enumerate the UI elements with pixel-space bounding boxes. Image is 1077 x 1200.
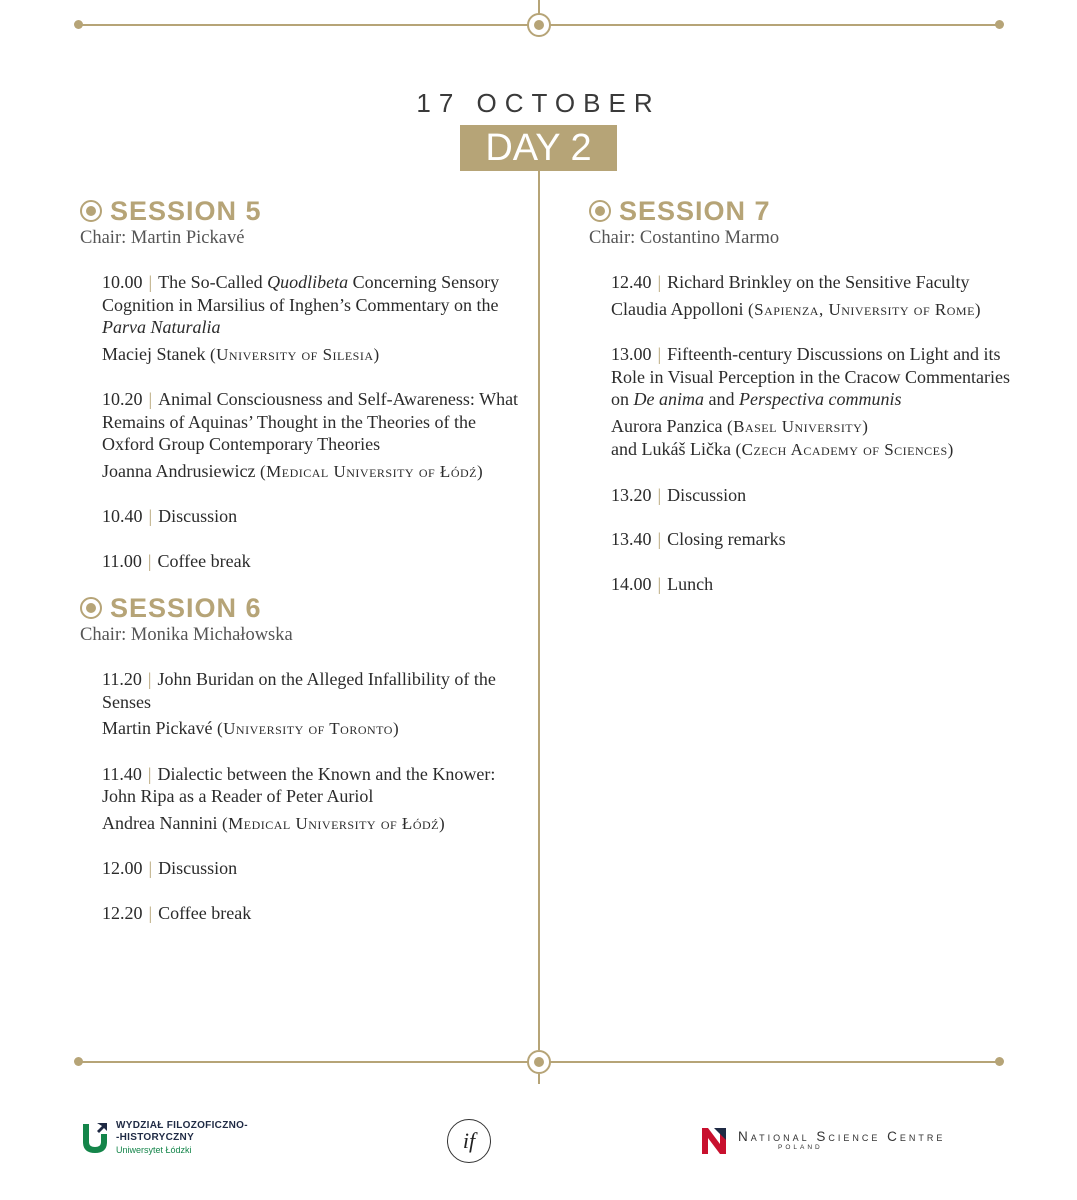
bottom-center-stem [538,1074,540,1084]
item-title: Animal Consciousness and Self-Awareness: What Remains of Aquinas’ Thought in the Theories of the Oxford Group Contemporary Theories [102,389,519,454]
item-time: 13.40 [611,529,652,549]
ul-faculty-logo [80,1120,248,1156]
item-time: 12.40 [611,272,652,292]
affiliation: (Sapienza, University of Rome) [748,299,982,319]
separator: | [657,484,662,505]
speaker: Claudia Appolloni (Sapienza, University of Rome) [611,298,982,319]
separator: | [657,272,662,292]
program-item [611,573,1029,596]
item-title: Discussion [158,506,238,526]
speaker: Joanna Andrusiewicz (Medical University of Łódź) [102,460,484,481]
item-title: Coffee break [158,902,252,923]
item-time: 12.00 [102,858,143,878]
affiliation: (Czech Academy of Sciences) [735,440,954,459]
right-column [589,195,1029,621]
top-rule-left-dot [74,20,83,29]
affiliation: (University of Toronto) [216,719,400,738]
target-icon [80,200,102,222]
session-title: SESSION 6 [110,592,262,623]
event-date: 17 OCTOBER [416,88,661,118]
speaker: Martin Pickavé (University of Toronto) [102,718,400,738]
item-title: Fifteenth-century Discussions on Light and its Role in Visual Perception in the Cracow Commentaries on De anima and Perspectiva communis [611,344,1011,409]
center-divider [538,171,540,1050]
session-chair: Chair: Martin Pickavé [80,228,245,248]
affiliation: (Medical University of Łódź) [221,813,446,833]
item-time: 12.20 [102,902,143,923]
item-time: 13.00 [611,344,652,364]
affiliation: (University of Silesia) [209,344,380,364]
item-title: John Buridan on the Alleged Infallibility of the Senses [102,669,496,712]
bottom-rule-left-dot [74,1057,83,1066]
program-item [102,857,530,880]
program-item [611,528,1029,551]
item-title: Coffee break [157,550,251,571]
item-time: 11.20 [102,669,142,689]
item-title: Closing remarks [667,529,786,549]
item-time: 11.00 [102,550,142,571]
item-time: 10.40 [102,506,143,526]
top-center-stem [538,0,540,14]
ncn-sub: POLAND [778,1144,823,1151]
session-5 [80,195,530,572]
item-title: Discussion [158,858,238,878]
item-title: The So-Called Quodlibeta Concerning Sensory Cognition in Marsilius of Inghen’s Commentary on the Parva Naturalia [102,272,500,337]
separator: | [148,389,153,409]
program-item [611,343,1029,462]
program-item [102,388,530,483]
program-item [611,271,1029,321]
program-item [102,550,530,573]
session-title: SESSION 7 [619,195,771,226]
session-6 [80,592,530,924]
ul-name-line1: WYDZIAŁ FILOZOFICZNO- [116,1120,248,1131]
item-time: 13.20 [611,484,652,505]
target-icon [589,200,611,222]
session-7 [589,195,1029,595]
speaker: Andrea Nannini (Medical University of Łódź) [102,812,446,833]
separator: | [657,344,662,364]
item-time: 14.00 [611,573,652,594]
separator: | [148,506,153,526]
footer-logos [0,1112,1077,1172]
separator: | [148,858,153,878]
item-title: Dialectic between the Known and the Knower: John Ripa as a Reader of Peter Auriol [102,763,496,806]
top-center-ornament [527,13,551,37]
top-rule-right-dot [995,20,1004,29]
left-column [80,195,530,950]
bottom-center-ornament [527,1050,551,1074]
program-item [102,668,530,741]
program-item [102,271,530,366]
affiliation: (Medical University of Łódź) [259,461,484,481]
program-item [102,902,530,925]
separator: | [657,573,662,594]
session-chair: Chair: Monika Michałowska [80,625,293,645]
program-item [611,484,1029,507]
program-item [102,505,530,528]
item-title: Lunch [667,573,714,594]
speaker: and Lukáš Lička (Czech Academy of Sciences) [611,439,954,459]
ul-sub: Uniwersytet Łódzki [116,1145,192,1155]
day-label: DAY 2 [460,125,617,171]
item-time: 10.00 [102,272,143,292]
program-item [102,763,530,836]
affiliation: (Basel University) [726,416,869,436]
separator: | [147,669,152,689]
item-time: 11.40 [102,763,142,784]
session-title: SESSION 5 [110,195,262,226]
ncn-logo [700,1126,945,1156]
item-title: Discussion [667,484,747,505]
ncn-name: National Science Centre [738,1129,946,1144]
separator: | [148,902,153,923]
separator: | [148,272,153,292]
speaker: Aurora Panzica (Basel University) [611,415,869,436]
item-title: Richard Brinkley on the Sensitive Faculty [667,272,970,292]
item-time: 10.20 [102,389,143,409]
ul-name-line2: -HISTORYCZNY [116,1132,195,1143]
separator: | [147,550,152,571]
separator: | [657,529,662,549]
session-chair: Chair: Costantino Marmo [589,228,780,248]
ncn-logo-icon [700,1126,728,1156]
bottom-rule-right-dot [995,1057,1004,1066]
target-icon [80,597,102,619]
ul-logo-icon [80,1120,110,1156]
speaker: Maciej Stanek (University of Silesia) [102,343,380,364]
if-logo: if [447,1119,491,1163]
separator: | [147,763,152,784]
